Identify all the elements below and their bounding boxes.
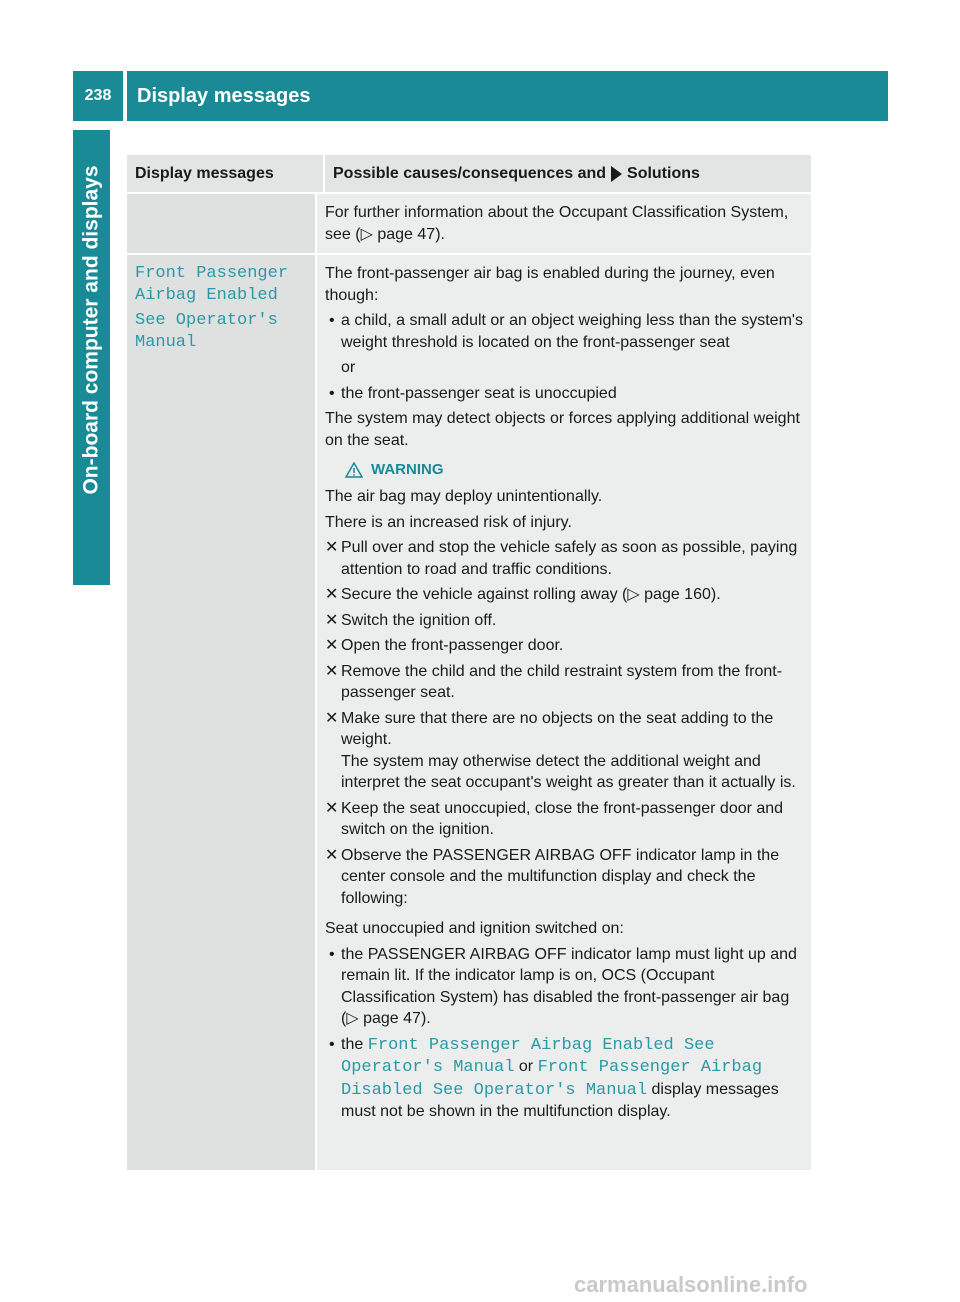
step-icon: ✕ bbox=[325, 709, 339, 727]
page-title: Display messages bbox=[137, 84, 311, 107]
column-header-causes-text: Possible causes/consequences and bbox=[333, 164, 607, 182]
page-ref-icon: ▷ bbox=[360, 225, 373, 243]
page-ref-link[interactable]: page 47 bbox=[363, 1010, 421, 1027]
seat-condition: Seat unoccupied and ignition switched on: bbox=[325, 920, 624, 937]
side-tab-label-wrap bbox=[73, 130, 110, 530]
step-item: ✕ Secure the vehicle against rolling away (▷ page 160). bbox=[325, 584, 805, 606]
bullet-icon: • bbox=[329, 384, 335, 402]
display-message-inline: Front Passenger Airbag Disabled See Operator's Manual bbox=[341, 1058, 763, 1100]
arrow-right-icon bbox=[611, 166, 622, 182]
bullet-icon: • bbox=[329, 945, 335, 963]
step-item: ✕ Open the front-passenger door. bbox=[325, 635, 805, 657]
step-icon: ✕ bbox=[325, 799, 339, 817]
display-message: Front Passenger Airbag Enabled See Operator's Manual bbox=[135, 264, 289, 352]
watermark: carmanualsonline.info bbox=[574, 1272, 808, 1297]
list-item: • the Front Passenger Airbag Enabled See Operator's Manual or Front Passenger Airbag Disabled See Operator's Manual display messages must not be shown in the multifunction display. bbox=[325, 1034, 805, 1123]
step-icon: ✕ bbox=[325, 662, 339, 680]
display-messages-table bbox=[127, 155, 811, 1170]
step-icon: ✕ bbox=[325, 611, 339, 629]
warning-text: There is an increased risk of injury. bbox=[325, 513, 572, 531]
step-icon: ✕ bbox=[325, 586, 339, 603]
warning-text: The air bag may deploy unintentionally. bbox=[325, 488, 603, 505]
table-row bbox=[127, 192, 811, 253]
page-ref-link[interactable]: page 160 bbox=[644, 586, 711, 603]
page-header bbox=[73, 71, 888, 121]
warning-icon bbox=[345, 462, 363, 478]
display-message-inline: Front Passenger Airbag Enabled See Operator's Manual bbox=[341, 1035, 715, 1077]
column-header-solutions-text: Solutions bbox=[627, 164, 700, 182]
bullet-icon: • bbox=[329, 312, 335, 329]
step-icon: ✕ bbox=[325, 637, 339, 654]
table-row bbox=[127, 253, 811, 1170]
solution-cell bbox=[315, 194, 811, 253]
warning-heading: WARNING bbox=[345, 461, 805, 478]
page-number: 238 bbox=[84, 87, 112, 104]
step-item: ✕ Make sure that there are no objects on the seat adding to the weight. The system may otherwise detect the additional weight and interpret the seat occupant's weight as greater than it actually is. bbox=[325, 708, 805, 794]
message-cell bbox=[127, 194, 315, 253]
page-ref-icon: ▷ bbox=[346, 1010, 359, 1027]
list-item: • a child, a small adult or an object weighing less than the system's weight threshold is located on the front-passenger seat bbox=[325, 310, 805, 353]
step-icon: ✕ bbox=[325, 539, 339, 556]
message-cell bbox=[127, 255, 315, 1170]
bullet-icon: • bbox=[329, 1035, 335, 1053]
detect-text: The system may detect objects or forces applying additional weight on the seat. bbox=[325, 410, 800, 449]
column-header-messages: Display messages bbox=[135, 164, 274, 182]
step-item: ✕ Remove the child and the child restraint system from the front-passenger seat. bbox=[325, 661, 805, 704]
table-header bbox=[127, 155, 811, 192]
list-item: • the front-passenger seat is unoccupied bbox=[325, 383, 805, 405]
page-ref-link[interactable]: page 47 bbox=[377, 225, 436, 243]
page-ref-icon: ▷ bbox=[627, 586, 640, 603]
step-item: ✕ Switch the ignition off. bbox=[325, 610, 805, 632]
list-item: • the PASSENGER AIRBAG OFF indicator lamp must light up and remain lit. If the indicator lamp is on, OCS (Occupant Classification System) has disabled the front-passenger air bag (▷ page 47). bbox=[325, 944, 805, 1030]
solution-cell bbox=[315, 255, 811, 1170]
or-text: or bbox=[341, 359, 356, 376]
step-item: ✕ Keep the seat unoccupied, close the front-passenger door and switch on the ignition. bbox=[325, 798, 805, 841]
step-item: ✕ Observe the PASSENGER AIRBAG OFF indicator lamp in the center console and the multifunction display and check the following: bbox=[325, 845, 805, 910]
intro-text: The front-passenger air bag is enabled during the journey, even though: bbox=[325, 265, 775, 304]
column-header-causes bbox=[323, 155, 811, 192]
ocs-info: For further information about the Occupant Classification System, see (▷ page 47). bbox=[325, 204, 789, 243]
side-tab-label: On-board computer and displays bbox=[79, 165, 103, 495]
step-item: ✕ Pull over and stop the vehicle safely as soon as possible, paying attention to road and traffic conditions. bbox=[325, 537, 805, 580]
step-icon: ✕ bbox=[325, 846, 339, 864]
